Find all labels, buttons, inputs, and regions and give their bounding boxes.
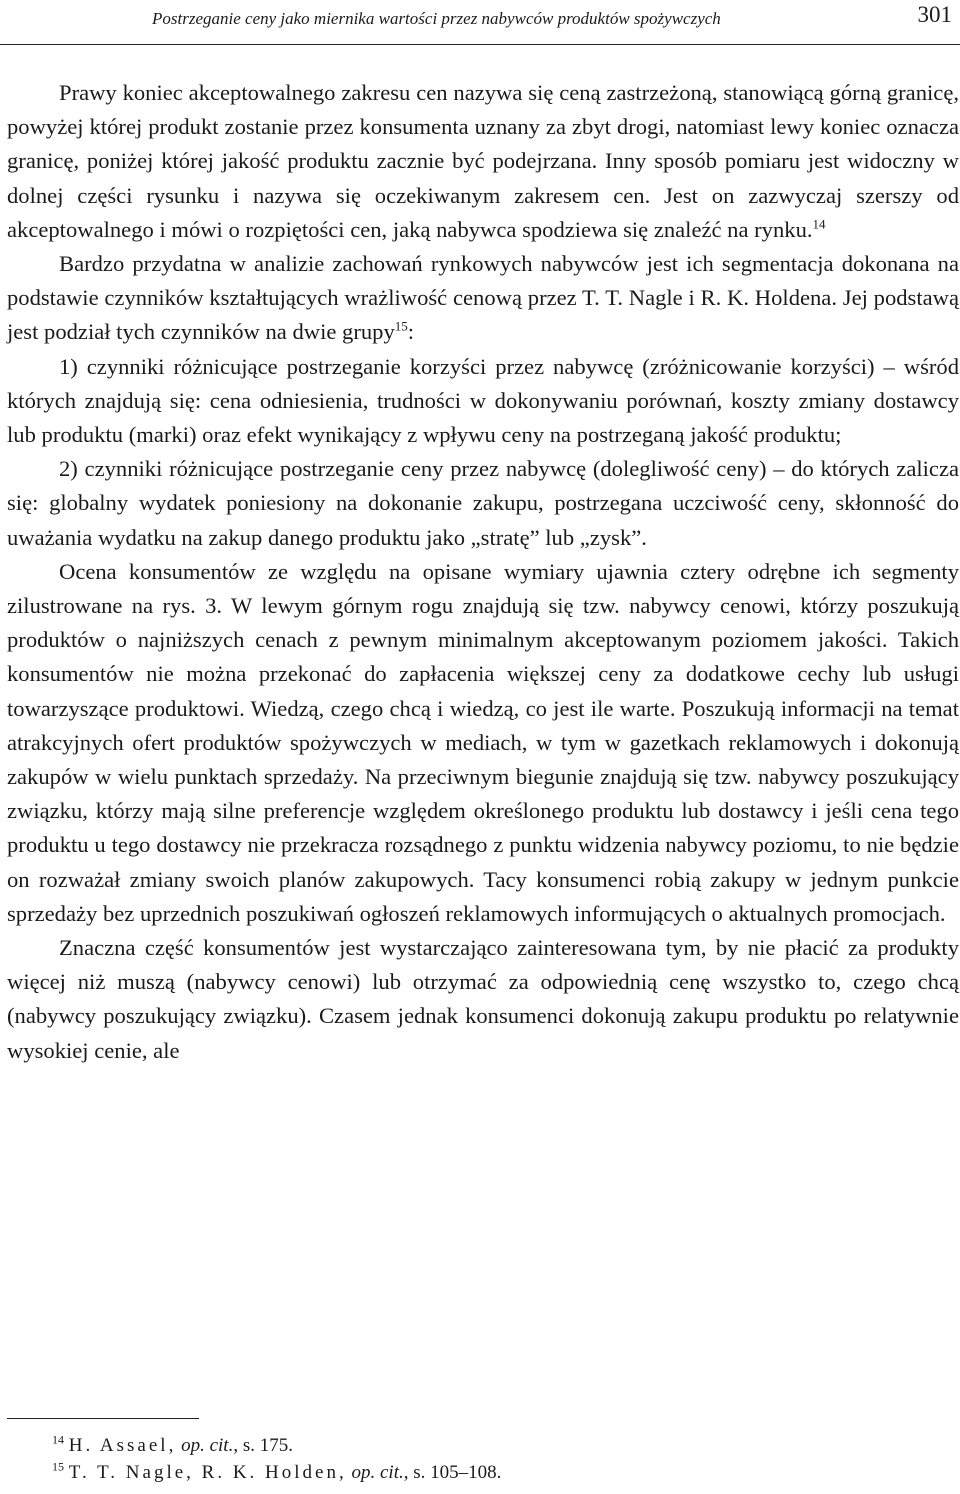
body-text (7, 76, 959, 1068)
footnote-author: T. T. Nagle, R. K. Holden, (68, 1462, 347, 1483)
paragraph-text: Prawy koniec akceptowalnego zakresu cen nazywa się ceną zastrzeżoną, stanowiącą górną granicę, powyżej której produkt zostanie przez konsumenta uznany za zbyt drogi, natomiast lewy koniec oznacza granicę, poniżej której jakość produktu zacznie być podejrzana. Inny sposób pomiaru jest widoczny w dolnej części rysunku i nazywa się oczekiwanym zakresem cen. Jest on zazwyczaj szerszy od akceptowalnego i mówi o rozpiętości cen, jaką nabywca spodziewa się znaleźć na rynku. (7, 80, 959, 242)
list-item-text: 2) czynniki różnicujące postrzeganie ceny przez nabywcę (dolegliwość ceny) – do których zalicza się: globalny wydatek poniesiony na dokonanie zakupu, postrzegana uczciwość ceny, skłonność do uważania wydatku na zakup danego produktu jako „stratę” lub „zysk”. (7, 456, 959, 550)
paragraph-text: Bardzo przydatna w analizie zachowań rynkowych nabywców jest ich segmentacja dokonana na podstawie czynników kształtujących wrażliwość cenową przez T. T. Nagle i R. K. Holdena. Jej podstawą jest podział tych czynników na dwie grupy (7, 251, 959, 345)
paragraph-text: Ocena konsumentów ze względu na opisane wymiary ujawnia cztery odrębne ich segmenty zilustrowane na rys. 3. W lewym górnym rogu znajdują się tzw. nabywcy cenowi, którzy poszukują produktów o najniższych cenach z pewnym minimalnym akceptowanym poziomem jakości. Takich konsumentów nie można przekonać do zapłacenia większej ceny za dodatkowe cechy lub usługi towarzyszące produktowi. Wiedzą, czego chcą i wiedzą, co jest ile warte. Poszukują informacji na temat atrakcyjnych ofert produktów spożywczych w mediach, w tym w gazetkach reklamowych i dokonują zakupów w wielu punktach sprzedaży. Na przeciwnym biegunie znajdują się tzw. nabywcy poszukujący związku, którzy mają silne preferencje względem określonego produktu lub dostawcy i jeśli cena tego produktu u tego dostawcy nie przekracza rozsądnego z punktu widzenia nabywcy poziomu, to nie będzie on rozważał zmiany swoich planów zakupowych. Tacy konsumenci robią zakupy w jednym punkcie sprzedaży bez uprzednich poszukiwań ogłoszeń reklamowych informujących o aktualnych promocjach. (7, 558, 959, 926)
list-item-text: 1) czynniki różnicujące postrzeganie korzyści przez nabywcę (zróżnicowanie korzyści) – wśród których znajdują się: cena odniesienia, trudności w dokonywaniu porównań, koszty zmiany dostawcy lub produktu (marki) oraz efekt wynikający z wpływu ceny na postrzeganą jakość produktu; (7, 353, 959, 448)
paragraph (7, 247, 959, 350)
footnote-pages: , s. 105–108. (403, 1462, 502, 1483)
footnote-source: op. cit. (181, 1435, 234, 1456)
footnote-source: op. cit. (351, 1462, 404, 1483)
paragraph-tail: : (407, 319, 415, 345)
running-title: Postrzeganie ceny jako miernika wartości przez nabywców produktów spożywczych (152, 9, 721, 28)
footnotes (52, 1432, 952, 1486)
list-item (7, 350, 959, 453)
footnote-divider (7, 1418, 199, 1419)
page-number: 301 (917, 2, 952, 27)
paragraph (7, 931, 959, 1068)
footnote-14 (52, 1432, 952, 1459)
paragraph-text: Znaczna część konsumentów jest wystarczająco zainteresowana tym, by nie płacić za produkty więcej niż muszą (nabywcy cenowi) lub otrzymać za odpowiednią cenę wszystko to, czego chcą (nabywcy poszukujący związku). Czasem jednak konsumenci dokonują zakupu produktu po relatywnie wysokiej cenie, ale (7, 935, 959, 1063)
footnote-number: 14 (52, 1432, 64, 1447)
footnote-number: 15 (52, 1459, 64, 1474)
footnote-ref[interactable]: 15 (394, 318, 408, 334)
paragraph (7, 76, 959, 247)
footnote-15 (52, 1459, 952, 1486)
paragraph (7, 555, 959, 931)
footnote-author: H. Assael, (68, 1435, 177, 1456)
running-header (0, 0, 960, 45)
footnote-ref[interactable]: 14 (812, 216, 826, 232)
footnote-pages: , s. 175. (233, 1435, 293, 1456)
list-item (7, 452, 959, 555)
